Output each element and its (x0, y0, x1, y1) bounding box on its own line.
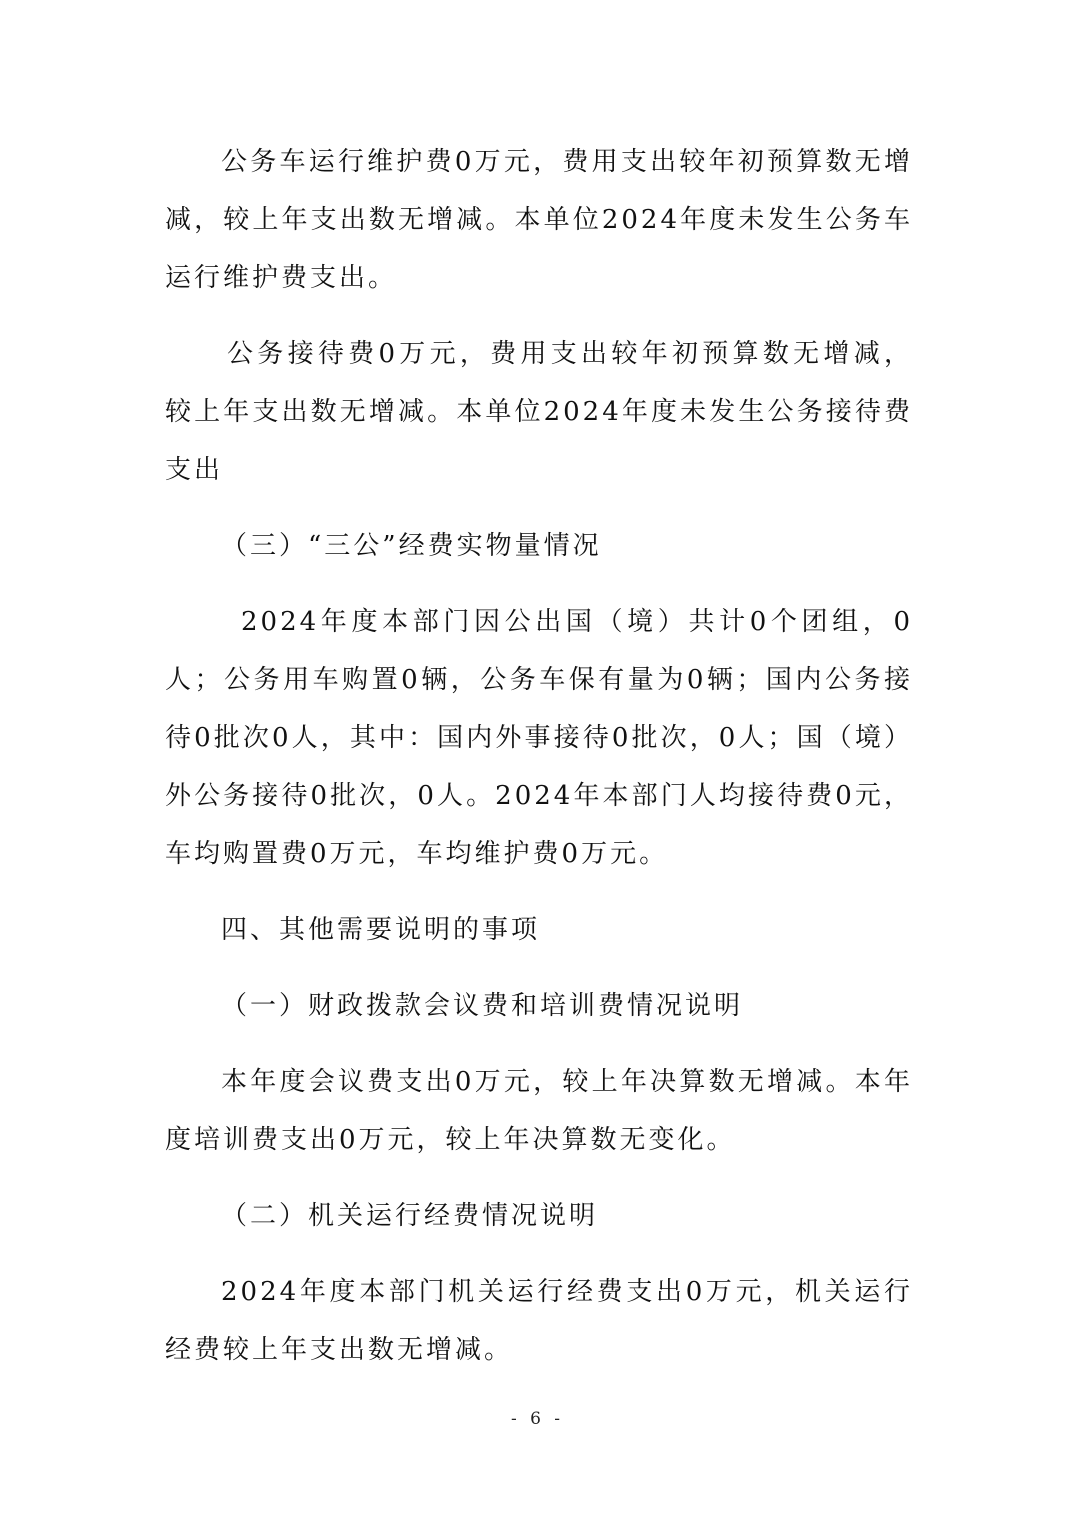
heading-meeting-training: （一）财政拨款会议费和培训费情况说明 (221, 991, 744, 1021)
page-number: - 6 - (510, 1409, 565, 1429)
paragraph-vehicle-maintenance: 公务车运行维护费0万元，费用支出较年初预算数无增减，较上年支出数无增减。本单位2024年度未发生公务车运行维护费支出。 (165, 147, 913, 293)
paragraph-meeting-training: 本年度会议费支出0万元，较上年决算数无增减。本年度培训费支出0万元，较上年决算数无变化。 (165, 1067, 913, 1155)
heading-three-public-physical: （三）“三公”经费实物量情况 (221, 531, 602, 561)
heading-operating-expense: （二）机关运行经费情况说明 (221, 1201, 599, 1231)
paragraph-operating-expense: 2024年度本部门机关运行经费支出0万元，机关运行经费较上年支出数无增减。 (165, 1277, 913, 1365)
heading-other-matters: 四、其他需要说明的事项 (221, 915, 541, 945)
paragraph-physical-quantity: 2024年度本部门因公出国（境）共计0个团组，0人；公务用车购置0辆，公务车保有量为0辆；国内公务接待0批次0人，其中：国内外事接待0批次，0人；国（境）外公务接待0批次，0人。2024年本部门人均接待费0元，车均购置费0万元，车均维护费0万元。 (165, 607, 913, 869)
document-body (165, 133, 913, 1379)
paragraph-reception-expense: 公务接待费0万元，费用支出较年初预算数无增减，较上年支出数无增减。本单位2024年度未发生公务接待费支出 (165, 339, 913, 485)
